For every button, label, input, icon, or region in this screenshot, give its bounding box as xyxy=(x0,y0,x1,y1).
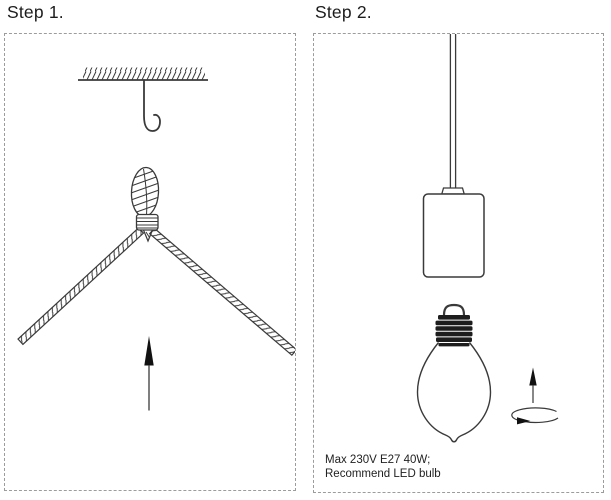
cord-grip xyxy=(442,188,464,194)
rope-whipping xyxy=(137,215,159,231)
bulb-spec-note xyxy=(325,454,441,481)
step1-title: Step 1. xyxy=(7,2,64,22)
rope-loop-knot-icon xyxy=(130,167,160,241)
bulb-contact-tip xyxy=(444,305,464,315)
ceiling-hatch-icon xyxy=(78,68,208,81)
lamp-socket-icon xyxy=(424,188,485,277)
pendant-cord-icon xyxy=(450,34,455,188)
bulb-screw-base xyxy=(436,315,473,346)
bulb-spec-line1: Max 230V E27 40W; xyxy=(325,454,431,466)
up-arrow-icon xyxy=(529,368,536,404)
rope-left-strand xyxy=(18,228,143,345)
step1-diagram xyxy=(5,34,295,490)
rope-right-strand xyxy=(150,228,295,355)
ceiling-hook-icon xyxy=(144,80,160,131)
step2-title: Step 2. xyxy=(315,2,372,22)
bulb-spec-line2: Recommend LED bulb xyxy=(325,467,441,480)
step1-panel xyxy=(4,33,296,491)
step2-panel xyxy=(313,33,604,493)
step2-diagram xyxy=(314,34,603,492)
rotate-arrow-icon xyxy=(512,408,558,424)
bulb-glass xyxy=(418,343,491,442)
up-arrow-icon xyxy=(144,336,153,411)
edison-bulb-icon xyxy=(418,305,491,442)
